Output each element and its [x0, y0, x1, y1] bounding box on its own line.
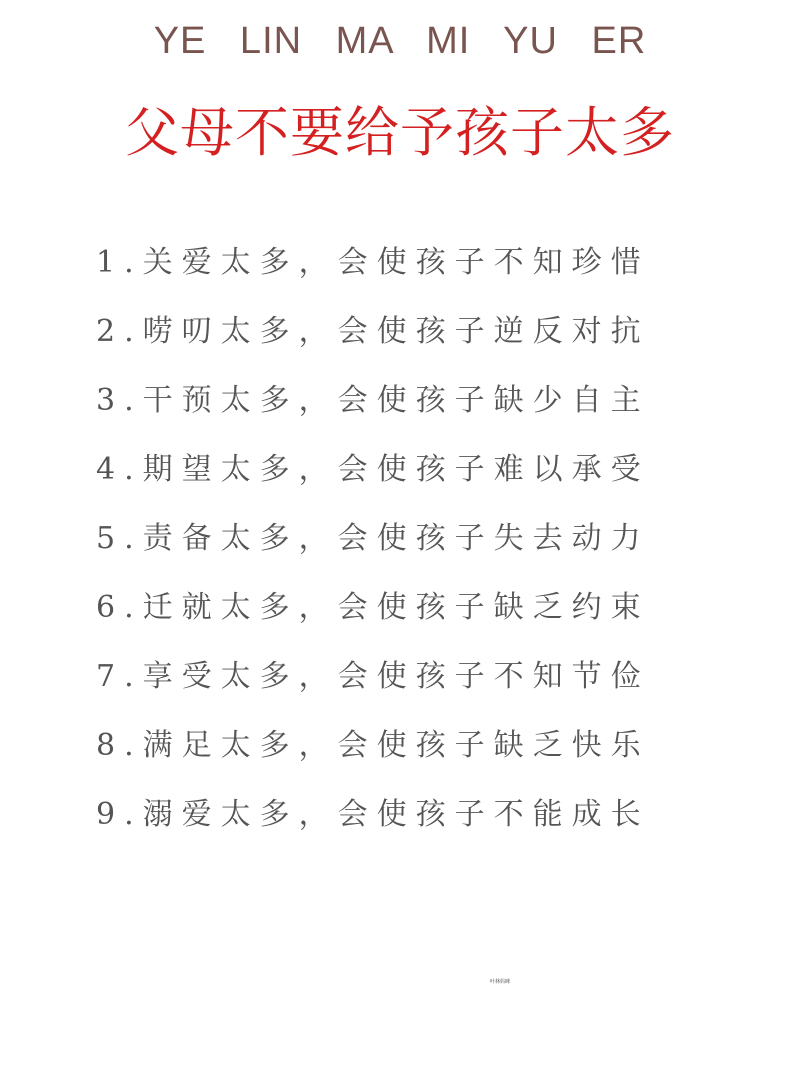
list-item	[96, 516, 716, 585]
item-number: 5.	[96, 521, 143, 556]
watermark-text: 叶林妈咪	[490, 979, 511, 985]
list-item	[96, 654, 716, 723]
list-item	[96, 585, 716, 654]
item-number: 2.	[96, 314, 143, 349]
item-text: 期望太多，会使孩子难以承受	[142, 452, 650, 487]
list-item	[96, 723, 716, 792]
list-item	[96, 240, 716, 309]
item-text: 责备太多，会使孩子失去动力	[142, 521, 650, 556]
list-item	[96, 378, 716, 447]
tips-list	[96, 240, 716, 861]
item-number: 1.	[96, 245, 143, 280]
list-item	[96, 792, 716, 861]
item-number: 6.	[96, 590, 143, 625]
item-text: 满足太多，会使孩子缺乏快乐	[142, 728, 650, 763]
item-text: 关爱太多，会使孩子不知珍惜	[142, 245, 650, 280]
brand-header: YE LIN MA MI YU ER	[153, 20, 647, 62]
page-title: 父母不要给予孩子太多	[125, 101, 675, 164]
item-number: 7.	[96, 659, 143, 694]
list-item	[96, 447, 716, 516]
item-number: 4.	[96, 452, 143, 487]
item-text: 干预太多，会使孩子缺少自主	[142, 383, 650, 418]
list-item	[96, 309, 716, 378]
item-number: 3.	[96, 383, 143, 418]
item-text: 溺爱太多，会使孩子不能成长	[142, 797, 650, 832]
item-text: 迁就太多，会使孩子缺乏约束	[142, 590, 650, 625]
item-text: 唠叨太多，会使孩子逆反对抗	[142, 314, 650, 349]
item-text: 享受太多，会使孩子不知节俭	[142, 659, 650, 694]
item-number: 8.	[96, 728, 143, 763]
item-number: 9.	[96, 797, 143, 832]
